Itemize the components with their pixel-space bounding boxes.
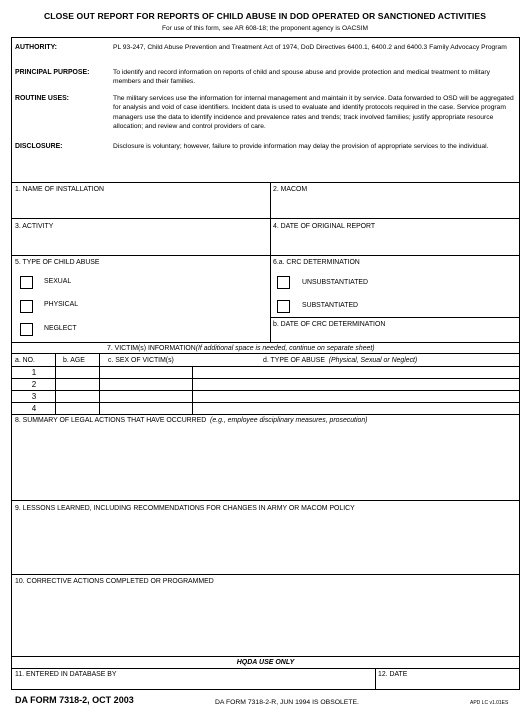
disclosure-label: DISCLOSURE: [15,143,63,150]
form-title: CLOSE OUT REPORT FOR REPORTS OF CHILD ABUSE IN DOD OPERATED OR SANCTIONED ACTIVITIES [43,11,487,21]
entered-by-field[interactable] [14,680,372,689]
unsubstantiated-option-label: UNSUBSTANTIATED [302,279,368,286]
date-label: 12. DATE [378,671,408,678]
victim-row-number: 4 [31,404,37,413]
form-subtitle: For use of this form, see AR 608-18; the proponent agency is OACSIM [162,25,368,32]
original-report-date-field[interactable] [273,233,517,253]
rule-mid-column [270,182,271,342]
corrective-actions-field[interactable] [14,589,517,654]
rule-row2-end [11,255,520,256]
physical-checkbox[interactable] [20,300,33,313]
sexual-checkbox[interactable] [20,276,33,289]
rule-crc-split [270,317,520,318]
macom-field[interactable] [273,196,517,216]
rule-date-split [375,668,376,690]
substantiated-option-label: SUBSTANTIATED [302,302,359,309]
activity-field[interactable] [14,233,268,253]
victim-sex-header: c. SEX OF VICTIM(s) [108,357,174,364]
hqda-use-only-heading: HQDA USE ONLY [236,659,295,666]
corrective-actions-label: 10. CORRECTIVE ACTIONS COMPLETED OR PROGRAMMED [15,578,214,585]
victim-age-header: b. AGE [63,357,85,364]
form-number: DA FORM 7318-2, OCT 2003 [15,695,134,705]
victim-type-cells[interactable] [193,367,519,413]
substantiated-checkbox[interactable] [277,300,290,313]
victim-type-header: d. TYPE OF ABUSE (Physical, Sexual or Neglect) [263,357,418,364]
obsolete-notice: DA FORM 7318-2-R, JUN 1994 IS OBSOLETE. [215,699,359,706]
victim-age-cells[interactable] [56,367,98,413]
victim-row-number: 2 [31,380,37,389]
victims-heading: 7. VICTIM(s) INFORMATION(If additional space is needed, continue on separate sheet) [107,345,375,352]
victim-row-number: 3 [31,392,37,401]
neglect-checkbox[interactable] [20,323,33,336]
lessons-learned-label: 9. LESSONS LEARNED, INCLUDING RECOMMENDATIONS FOR CHANGES IN ARMY OR MACOM POLICY [15,505,355,512]
routine-uses-label: ROUTINE USES: [15,95,69,102]
rule-privacy-end [11,182,520,183]
rule-lessons-end [11,574,520,575]
routine-uses-text: The military services use the information for internal management and maintain it by service. Data forwarded to OSD will be aggregated for analysis and void of case identifiers. Incident data is used to evaluate and identify protocols required in the case. Service program managers use the data to identify incidence and prevalence rates and trends; track involved families; justify appropriate resource allocation; and review and control providers of care. [113,95,514,130]
victim-sex-cells[interactable] [100,367,191,413]
rule-hqda-end [11,668,520,669]
rule-corrective-end [11,656,520,657]
neglect-option-label: NEGLECT [44,325,77,332]
macom-field-label: 2. MACOM [273,186,308,193]
rule-victim-4 [11,414,520,415]
entered-by-label: 11. ENTERED IN DATABASE BY [15,671,117,678]
version-tag: APD LC v1.01ES [470,700,509,706]
authority-label: AUTHORITY: [15,44,57,51]
principal-purpose-label: PRINCIPAL PURPOSE: [15,69,90,76]
activity-field-label: 3. ACTIVITY [15,223,54,230]
rule-victims-heading [11,353,520,354]
crc-determination-label: 6.a. CRC DETERMINATION [273,259,360,266]
date-field[interactable] [378,680,518,689]
legal-actions-label: 8. SUMMARY OF LEGAL ACTIONS THAT HAVE OCCURRED (e.g., employee disciplinary measures, prosecution) [15,417,368,424]
abuse-type-label: 5. TYPE OF CHILD ABUSE [15,259,100,266]
lessons-learned-field[interactable] [14,516,517,572]
rule-legal-end [11,500,520,501]
rule-row1-end [11,218,520,219]
principal-purpose-text: To identify and record information on reports of child and spouse abuse and provide protection and medical treatment to military members and their families. [113,69,490,86]
legal-actions-field[interactable] [14,428,517,498]
installation-field[interactable] [14,196,268,216]
sexual-option-label: SEXUAL [44,278,72,285]
disclosure-text: Disclosure is voluntary; however, failure to provide information may delay the provision of appropriate services to the individual. [113,143,489,150]
victim-row-number: 1 [31,368,37,377]
crc-date-label: b. DATE OF CRC DETERMINATION [273,321,386,328]
installation-field-label: 1. NAME OF INSTALLATION [15,186,104,193]
original-report-date-label: 4. DATE OF ORIGINAL REPORT [273,223,376,230]
unsubstantiated-checkbox[interactable] [277,276,290,289]
authority-text: PL 93-247, Child Abuse Prevention and Treatment Act of 1974, DoD Directives 6400.1, 6400.2 and 6400.3 Family Advocacy Program [113,44,507,51]
physical-option-label: PHYSICAL [44,301,79,308]
rule-row3-end [11,342,520,343]
victim-no-header: a. NO. [15,357,35,364]
crc-date-field[interactable] [273,330,517,341]
